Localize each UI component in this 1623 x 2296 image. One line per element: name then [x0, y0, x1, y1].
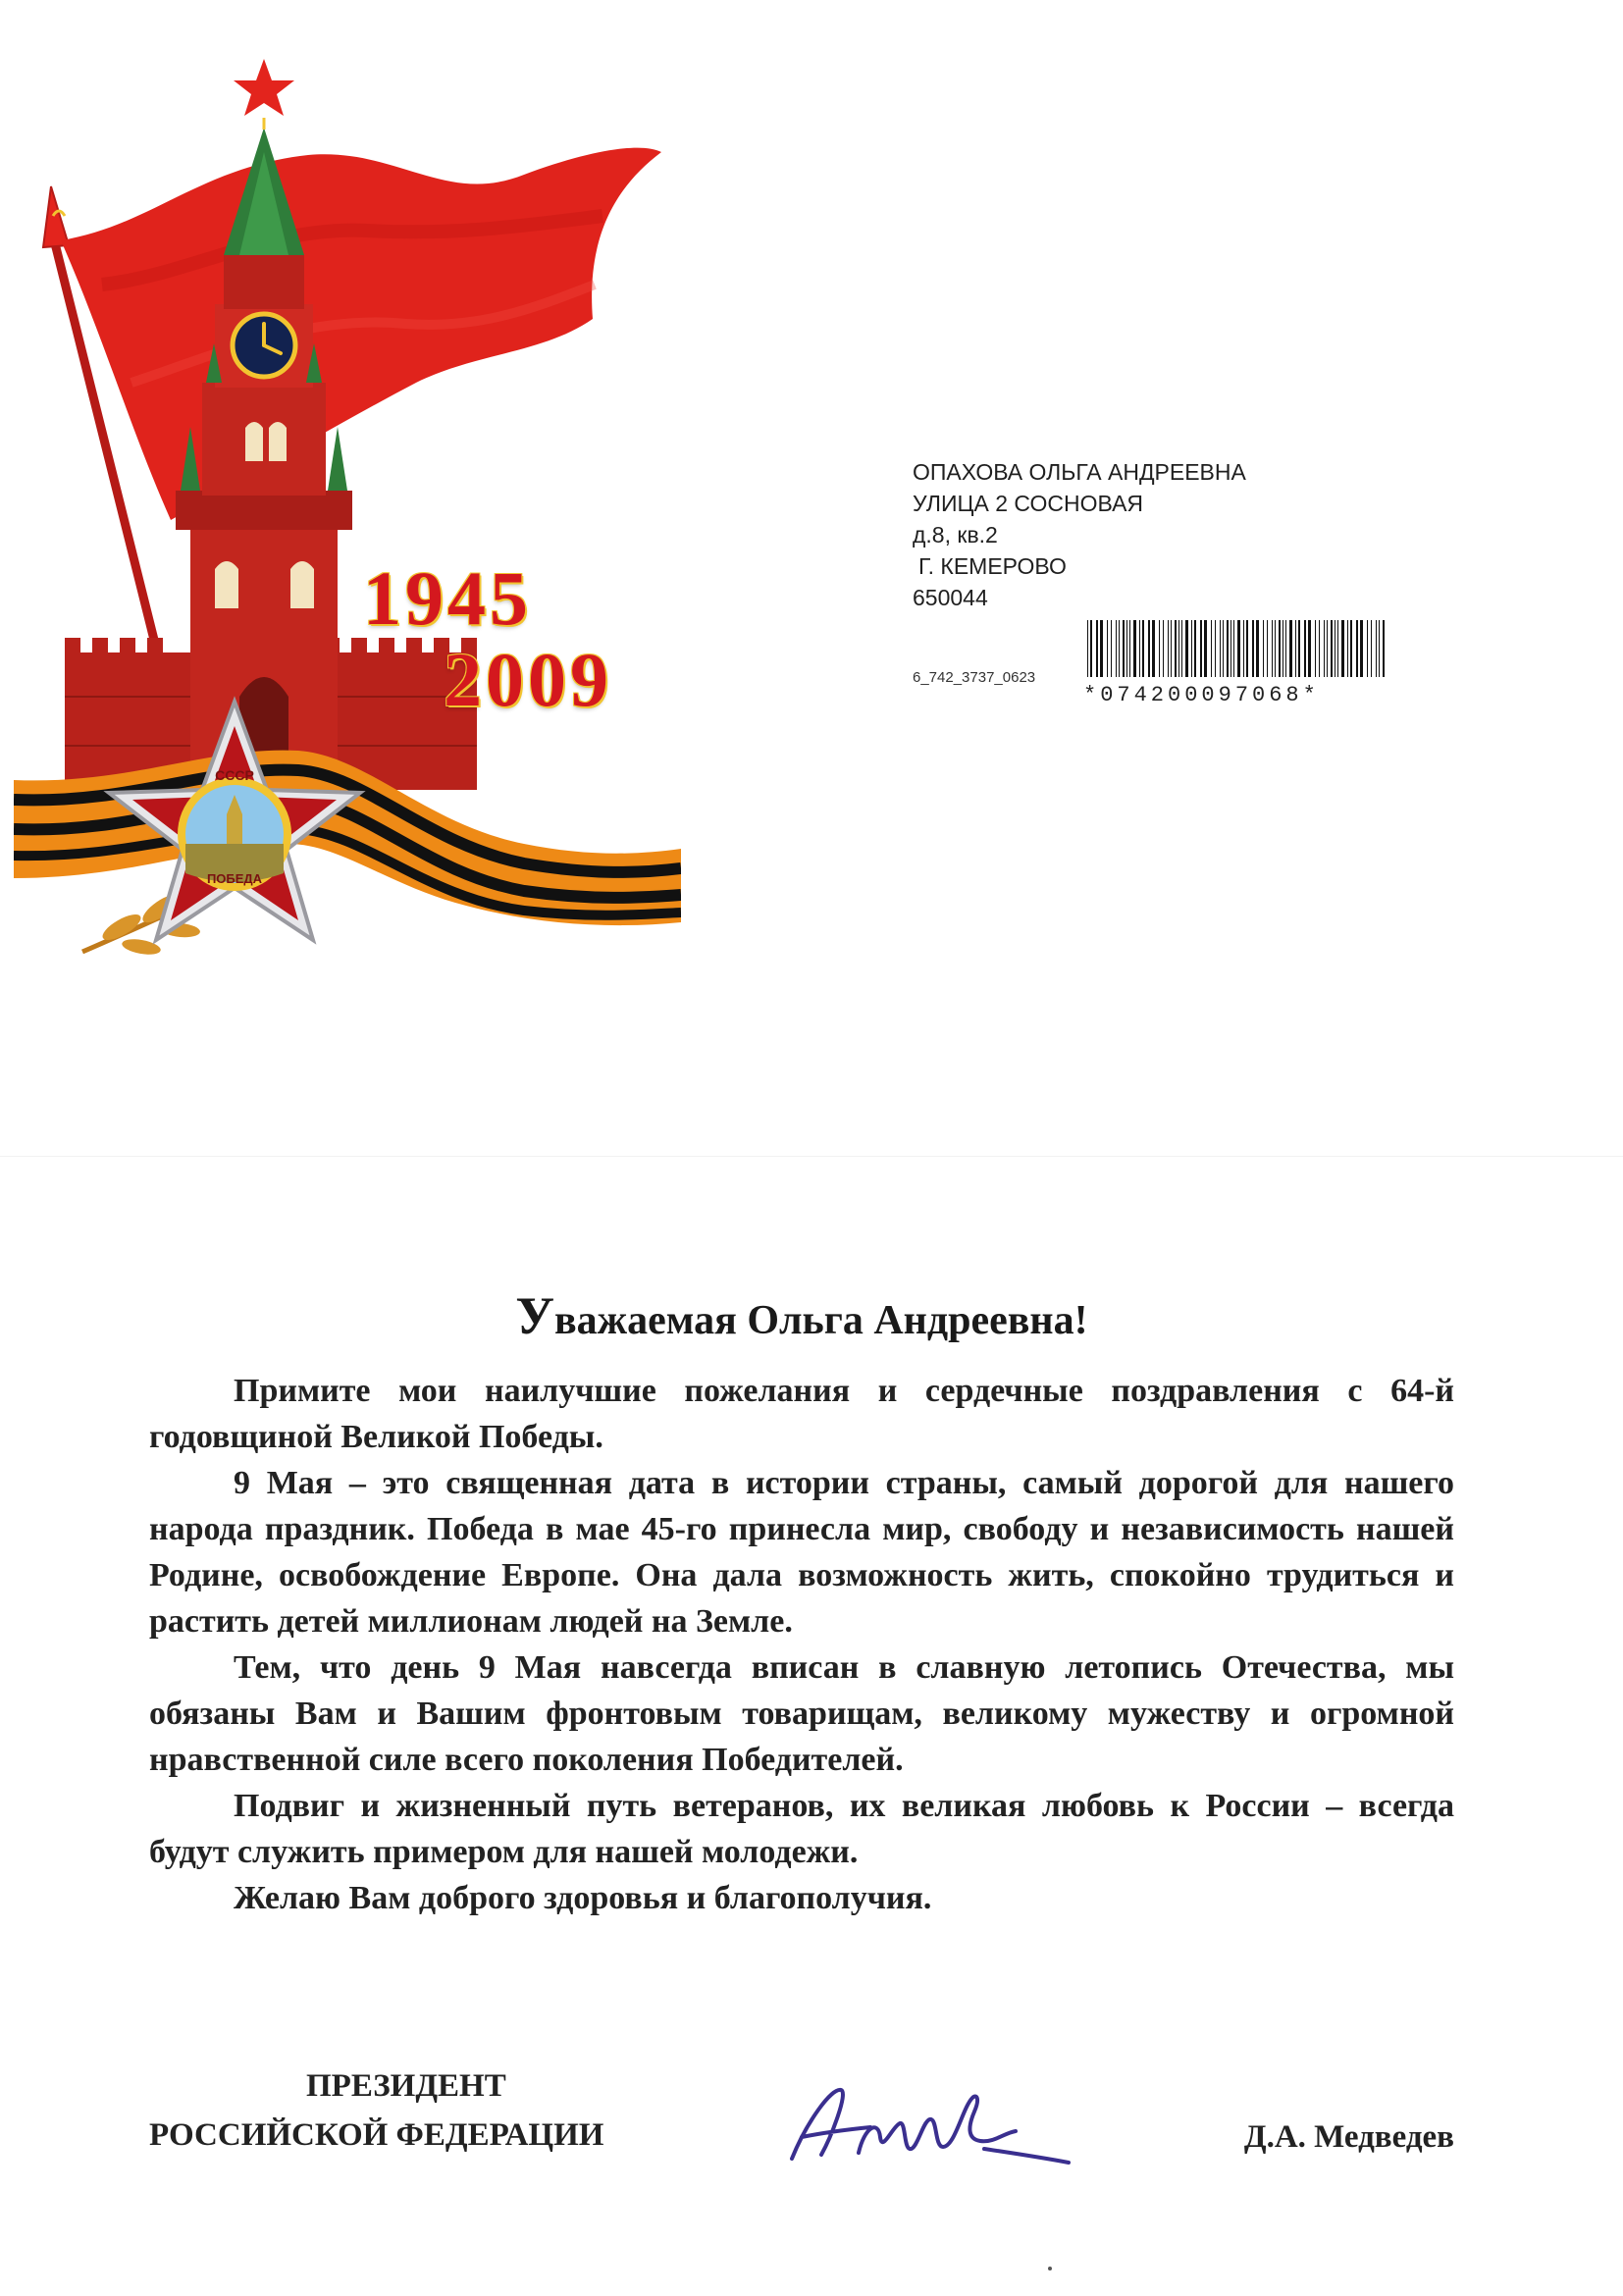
- year-end: 2009: [444, 637, 612, 722]
- barcode-bar: [1315, 620, 1316, 677]
- letter-paragraph: Тем, что день 9 Мая навсегда вписан в славную летопись Отечества, мы обязаны Вам и Вашим фронтовым товарищам, великому мужеству и огромной нравственной силе всего поколения Победителей.: [149, 1649, 1454, 1778]
- barcode-bar: [1298, 620, 1300, 677]
- letter-paragraph: Желаю Вам доброго здоровья и благополучия.: [234, 1880, 932, 1916]
- barcode-bar: [1379, 620, 1380, 677]
- barcode-bar: [1178, 620, 1179, 677]
- barcode-bar: [1304, 620, 1306, 677]
- barcode-bar: [1230, 620, 1231, 677]
- barcode-bar: [1142, 620, 1144, 677]
- barcode-bar: [1331, 620, 1333, 677]
- red-flag: [61, 148, 661, 520]
- letter-paragraph: Примите мои наилучшие пожелания и сердечные поздравления с 64-й годовщиной Великой Победы.: [149, 1373, 1454, 1455]
- barcode-digits: *074200097068*: [1083, 683, 1320, 707]
- barcode-bar: [1376, 620, 1377, 677]
- barcode-bar: [1133, 620, 1136, 677]
- barcode-bar: [1116, 620, 1117, 677]
- barcode-bar: [1123, 620, 1125, 677]
- barcode-bar: [1126, 620, 1127, 677]
- barcode-bar: [1252, 620, 1254, 677]
- recipient-address: [913, 456, 1462, 613]
- barcode-bar: [1350, 620, 1352, 677]
- barcode-bar: [1347, 620, 1348, 677]
- barcode-bar: [1337, 620, 1338, 677]
- scan-speck: [1048, 2267, 1052, 2270]
- barcode-icon: [1085, 620, 1389, 683]
- barcode-bar: [1129, 620, 1130, 677]
- barcode-bar: [1100, 620, 1103, 677]
- recipient-house: д.8, кв.2: [913, 522, 998, 548]
- barcode-block: [913, 620, 1462, 708]
- barcode-bar: [1256, 620, 1259, 677]
- barcode-bar: [1215, 620, 1216, 677]
- barcode-bar: [1191, 620, 1192, 677]
- barcode-bar: [1223, 620, 1224, 677]
- barcode-bar: [1324, 620, 1325, 677]
- handwritten-signature: [762, 2068, 1076, 2176]
- barcode-bar: [1168, 620, 1169, 677]
- barcode-bar: [1279, 620, 1281, 677]
- barcode-bar: [1181, 620, 1182, 677]
- barcode-code: 6_742_3737_0623: [913, 669, 1036, 686]
- barcode-bar: [1227, 620, 1229, 677]
- medal-text-top: СССР: [215, 767, 254, 783]
- barcode-bar: [1111, 620, 1112, 677]
- barcode-bar: [1275, 620, 1276, 677]
- recipient-name: ОПАХОВА ОЛЬГА АНДРЕЕВНА: [913, 459, 1246, 485]
- barcode-bar: [1371, 620, 1372, 677]
- barcode-bar: [1148, 620, 1150, 677]
- kremlin-star-icon: [234, 59, 294, 116]
- barcode-bar: [1263, 620, 1264, 677]
- barcode-bar: [1367, 620, 1368, 677]
- barcode-bar: [1163, 620, 1164, 677]
- year-start: 1945: [363, 555, 532, 641]
- barcode-bar: [1194, 620, 1196, 677]
- barcode-bar: [1383, 620, 1385, 677]
- barcode-bar: [1319, 620, 1320, 677]
- barcode-bar: [1152, 620, 1155, 677]
- barcode-bar: [1119, 620, 1120, 677]
- signature-block: [149, 2068, 1454, 2186]
- barcode-bar: [1220, 620, 1221, 677]
- barcode-bar: [1090, 620, 1092, 677]
- barcode-bar: [1267, 620, 1268, 677]
- medal-text-bottom: ПОБЕДА: [206, 871, 263, 886]
- signer-name: Д.А. Медведев: [1243, 2119, 1454, 2155]
- barcode-bar: [1243, 620, 1244, 677]
- barcode-bar: [1107, 620, 1108, 677]
- recipient-street: УЛИЦА 2 СОСНОВАЯ: [913, 491, 1144, 516]
- letter-body: [149, 1285, 1454, 1921]
- barcode-bar: [1185, 620, 1188, 677]
- greeting-text: важаемая Ольга Андреевна!: [554, 1298, 1088, 1343]
- barcode-bar: [1233, 620, 1234, 677]
- barcode-bar: [1237, 620, 1240, 677]
- letter-paragraph: Подвиг и жизненный путь ветеранов, их великая любовь к России – всегда будут служить примером для нашей молодежи.: [149, 1788, 1454, 1870]
- barcode-bar: [1087, 620, 1088, 677]
- signer-title-line2: РОССИЙСКОЙ ФЕДЕРАЦИИ: [149, 2117, 604, 2153]
- barcode-bar: [1246, 620, 1248, 677]
- barcode-bar: [1360, 620, 1363, 677]
- barcode-bar: [1204, 620, 1207, 677]
- barcode-bar: [1285, 620, 1286, 677]
- barcode-bar: [1159, 620, 1160, 677]
- barcode-bar: [1341, 620, 1344, 677]
- barcode-bar: [1211, 620, 1212, 677]
- barcode-bar: [1200, 620, 1202, 677]
- recipient-postcode: 650044: [913, 585, 988, 610]
- victory-day-artwork: [14, 59, 681, 971]
- fold-line: [0, 1156, 1623, 1157]
- barcode-bar: [1171, 620, 1172, 677]
- st-george-ribbon: [14, 751, 681, 925]
- signer-title-line1: ПРЕЗИДЕНТ: [306, 2068, 506, 2104]
- barcode-bar: [1308, 620, 1311, 677]
- barcode-bar: [1327, 620, 1328, 677]
- barcode-bar: [1289, 620, 1292, 677]
- barcode-bar: [1096, 620, 1098, 677]
- letter-paragraph: 9 Мая – это священная дата в истории страны, самый дорогой для нашего народа праздник. Победа в мае 45-го принесла мир, свободу и независимость нашей Родине, освобождение Европе. Она дала возможность жить, спокойно трудиться и растить детей миллионам людей на Земле.: [149, 1465, 1454, 1640]
- clock-icon: [233, 314, 295, 377]
- barcode-bar: [1272, 620, 1273, 677]
- barcode-bar: [1175, 620, 1177, 677]
- barcode-bar: [1295, 620, 1296, 677]
- barcode-bar: [1139, 620, 1140, 677]
- greeting: [149, 1285, 1454, 1346]
- barcode-bar: [1356, 620, 1358, 677]
- greeting-initial: У: [515, 1286, 554, 1345]
- recipient-city: Г. КЕМЕРОВО: [918, 553, 1067, 579]
- hammer-sickle-icon: [43, 186, 69, 247]
